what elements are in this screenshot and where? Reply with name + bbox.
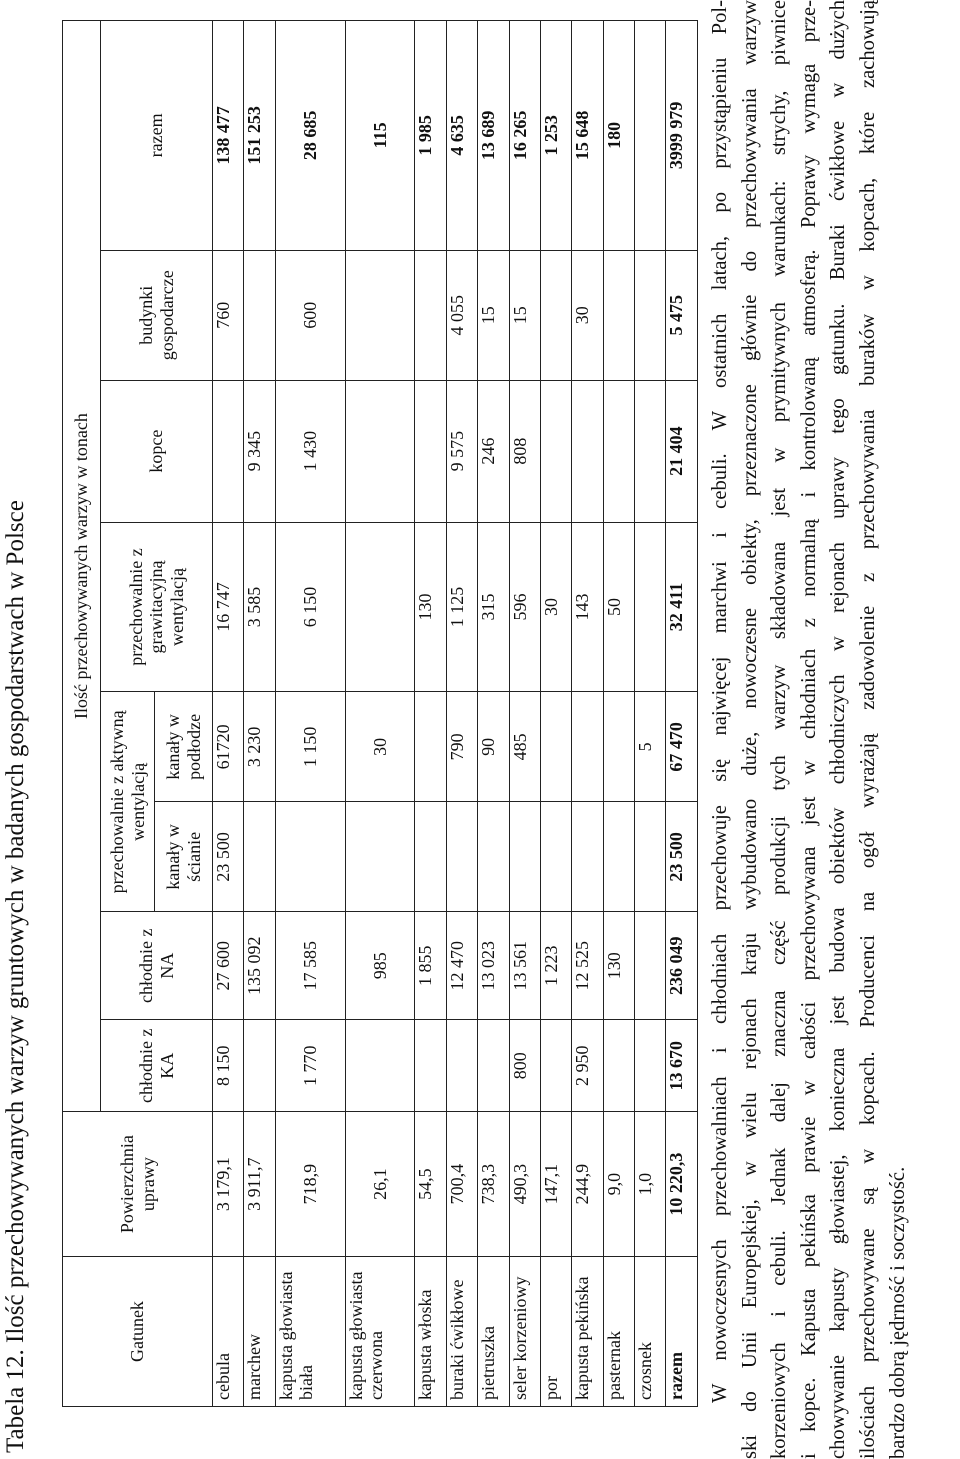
cell-pow: 244,9 [572,1112,603,1257]
cell-podloga [572,692,603,802]
cell-podloga: 485 [509,692,540,802]
cell-kopce: 1 430 [275,380,345,522]
table-row [635,21,666,1407]
total-sciana: 23 500 [666,802,698,912]
cell-ka: 8 150 [213,1020,244,1112]
cell-podloga: 3 230 [244,692,275,802]
paragraph-line: korzeniowych i cebuli. Jednak dalej znaczna część produkcji tych warzyw składowana jest w prymitywnych warunkach: strychy, piwnice [768,0,791,1459]
cell-pow: 54,5 [415,1112,446,1257]
cell-sciana [345,802,415,912]
row-label: cebula [213,1257,244,1407]
header-kanaly-sciana: kanały w ścianie [155,802,213,912]
cell-na: 17 585 [275,912,345,1020]
cell-budynki: 30 [572,250,603,380]
cell-pow: 3 179,1 [213,1112,244,1257]
cell-pow: 700,4 [446,1112,477,1257]
cell-razem: 115 [345,21,415,251]
cell-budynki: 15 [509,250,540,380]
cell-podloga: 5 [635,692,666,802]
cell-kopce [540,380,571,522]
table-row [213,21,244,1407]
cell-na: 130 [603,912,634,1020]
cell-na: 135 092 [244,912,275,1020]
row-label: pasternak [603,1257,634,1407]
cell-pow: 1,0 [635,1112,666,1257]
cell-kopce: 9 575 [446,380,477,522]
cell-grawit: 596 [509,522,540,692]
table-row [572,21,603,1407]
cell-razem [635,21,666,251]
cell-sciana [635,802,666,912]
cell-kopce [635,380,666,522]
cell-razem: 1 253 [540,21,571,251]
cell-razem: 13 689 [478,21,509,251]
table-row [603,21,634,1407]
header-razem: razem [101,21,213,251]
cell-budynki [345,250,415,380]
table-row [345,21,415,1407]
cell-kopce [603,380,634,522]
row-label: pietruszka [478,1257,509,1407]
cell-kopce [415,380,446,522]
cell-budynki [415,250,446,380]
total-kopce: 21 404 [666,380,698,522]
table-row [415,21,446,1407]
header-chlodnie-ka: chłodnie z KA [101,1020,213,1112]
cell-grawit: 6 150 [275,522,345,692]
cell-grawit [635,522,666,692]
cell-sciana [509,802,540,912]
header-chlodnie-na: chłodnie z NA [101,912,213,1020]
cell-podloga [415,692,446,802]
row-label: seler korzeniowy [509,1257,540,1407]
cell-podloga: 1 150 [275,692,345,802]
cell-budynki: 760 [213,250,244,380]
paragraph-line: i kopce. Kapusta pekińska prawie w całości przechowywana jest w chłodniach z normalną i kontrolowaną atmosferą. Poprawy wymaga prze- [797,0,820,1459]
table-row [244,21,275,1407]
table-body [213,21,698,1407]
cell-na: 985 [345,912,415,1020]
header-budynki: budynki gospodarcze [101,250,213,380]
cell-kopce: 9 345 [244,380,275,522]
total-label: razem [666,1257,698,1407]
total-grawit: 32 411 [666,522,698,692]
header-przechowalnie-grawitacyjna: przechowalnie z grawitacyjną wentylacją [101,522,213,692]
table-row [509,21,540,1407]
cell-budynki: 4 055 [446,250,477,380]
header-przechowalnie-aktywna: przechowalnie z aktywną wentylacją [101,692,155,912]
cell-razem: 151 253 [244,21,275,251]
table-caption: Tabela 12. Ilość przechowywanych warzyw gruntowych w badanych gospodarstwach w Polsce [2,500,29,1453]
table-row [540,21,571,1407]
total-podloga: 67 470 [666,692,698,802]
cell-pow: 26,1 [345,1112,415,1257]
header-kopce: kopce [101,380,213,522]
cell-ka: 2 950 [572,1020,603,1112]
cell-sciana [603,802,634,912]
cell-ka [635,1020,666,1112]
cell-pow: 718,9 [275,1112,345,1257]
row-label: kapusta głowiasta czerwona [345,1257,415,1407]
cell-grawit: 50 [603,522,634,692]
cell-sciana [540,802,571,912]
cell-grawit: 16 747 [213,522,244,692]
table-row [446,21,477,1407]
total-razem: 3999 979 [666,21,698,251]
cell-podloga: 790 [446,692,477,802]
row-label: buraki ćwikłowe [446,1257,477,1407]
cell-pow: 490,3 [509,1112,540,1257]
cell-pow: 9,0 [603,1112,634,1257]
cell-na: 1 855 [415,912,446,1020]
cell-razem: 1 985 [415,21,446,251]
cell-kopce [572,380,603,522]
cell-budynki: 600 [275,250,345,380]
row-label: marchew [244,1257,275,1407]
cell-sciana [244,802,275,912]
cell-pow: 738,3 [478,1112,509,1257]
row-label: czosnek [635,1257,666,1407]
header-powierzchnia: Powierzchnia uprawy [63,1112,213,1257]
cell-grawit: 315 [478,522,509,692]
cell-podloga [540,692,571,802]
cell-na: 1 223 [540,912,571,1020]
total-budynki: 5 475 [666,250,698,380]
total-pow: 10 220,3 [666,1112,698,1257]
cell-na [635,912,666,1020]
cell-grawit: 30 [540,522,571,692]
cell-pow: 147,1 [540,1112,571,1257]
cell-ka [540,1020,571,1112]
cell-podloga: 90 [478,692,509,802]
header-kanaly-podloga: kanały w podłodze [155,692,213,802]
paragraph-line: chowywanie kapusty głowiastej, konieczna jest budowa obiektów chłodniczych w rejonach uprawy tego gatunku. Buraki ćwikłowe w dużych [827,0,850,1459]
paragraph-line: W nowoczesnych przechowalniach i chłodniach przechowuje się najwięcej marchwi i cebuli. W ostatnich latach, po przystąpieniu Pol- [709,0,731,1403]
cell-podloga: 61720 [213,692,244,802]
cell-razem: 138 477 [213,21,244,251]
total-row [666,21,698,1407]
cell-razem: 180 [603,21,634,251]
cell-razem: 15 648 [572,21,603,251]
cell-ka [478,1020,509,1112]
cell-ka [603,1020,634,1112]
cell-kopce: 808 [509,380,540,522]
cell-na: 27 600 [213,912,244,1020]
total-na: 236 049 [666,912,698,1020]
row-label: kapusta pekińska [572,1257,603,1407]
storage-table [62,20,698,1407]
cell-grawit: 143 [572,522,603,692]
cell-podloga [603,692,634,802]
cell-ka [345,1020,415,1112]
cell-na: 12 470 [446,912,477,1020]
cell-sciana [478,802,509,912]
cell-razem: 4 635 [446,21,477,251]
cell-sciana [275,802,345,912]
cell-budynki: 15 [478,250,509,380]
cell-razem: 16 265 [509,21,540,251]
cell-kopce: 246 [478,380,509,522]
body-paragraph [706,0,913,1459]
cell-grawit: 130 [415,522,446,692]
cell-kopce [213,380,244,522]
header-ilosc: Ilość przechowywanych warzyw w tonach [63,21,101,1112]
row-label: kapusta głowiasta biała [275,1257,345,1407]
cell-grawit: 3 585 [244,522,275,692]
table-row [275,21,345,1407]
cell-budynki [540,250,571,380]
cell-na: 13 561 [509,912,540,1020]
cell-ka: 1 770 [275,1020,345,1112]
total-ka: 13 670 [666,1020,698,1112]
cell-na: 13 023 [478,912,509,1020]
cell-ka [415,1020,446,1112]
cell-kopce [345,380,415,522]
paragraph-line: ilościach przechowywane są w kopcach. Producenci na ogół wyrażają zadowolenie z przechowywania buraków w kopcach, które zachowują [856,0,879,1459]
cell-sciana [415,802,446,912]
cell-grawit: 1 125 [446,522,477,692]
row-label: por [540,1257,571,1407]
header-gatunek: Gatunek [63,1257,213,1407]
cell-budynki [603,250,634,380]
cell-grawit [345,522,415,692]
paragraph-line: ski do Unii Europejskiej, w wielu rejonach kraju wybudowano duże, nowoczesne obiekty, przeznaczone głównie do przechowywania warzyw [738,0,761,1459]
cell-sciana [572,802,603,912]
cell-sciana: 23 500 [213,802,244,912]
cell-budynki [244,250,275,380]
cell-podloga: 30 [345,692,415,802]
cell-sciana [446,802,477,912]
cell-ka [244,1020,275,1112]
cell-razem: 28 685 [275,21,345,251]
paragraph-line: bardzo dobrą jędrność i soczystość. [886,1166,909,1459]
table-row [478,21,509,1407]
row-label: kapusta włoska [415,1257,446,1407]
cell-na: 12 525 [572,912,603,1020]
cell-ka: 800 [509,1020,540,1112]
cell-pow: 3 911,7 [244,1112,275,1257]
cell-ka [446,1020,477,1112]
cell-budynki [635,250,666,380]
